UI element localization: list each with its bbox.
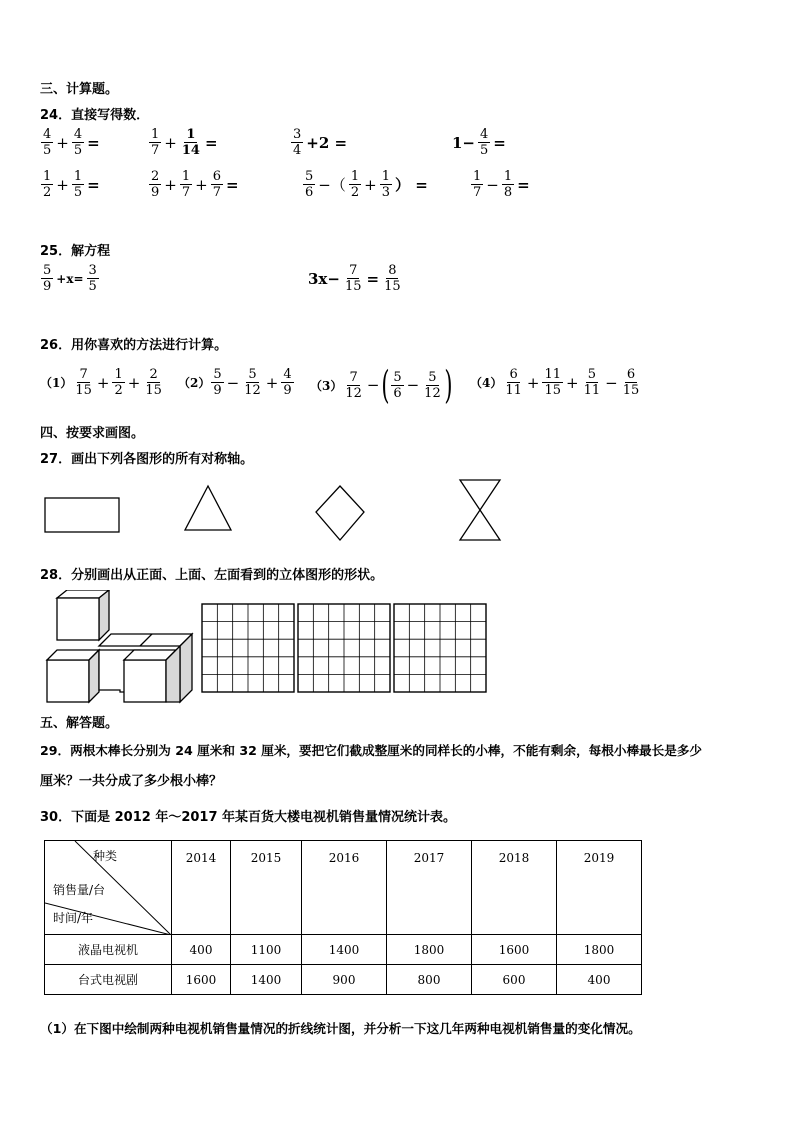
table-row — [45, 935, 642, 965]
table-cell: 1600 — [472, 935, 557, 965]
year-header: 2014 — [172, 841, 231, 935]
rectangle-shape — [45, 498, 119, 532]
table-cell: 800 — [387, 965, 472, 995]
q25-equation-1: $\frac{5}{9}$ +x= $\frac{3}{5}$ — [43, 263, 97, 294]
hourglass-shape — [460, 480, 500, 540]
question-25-title: 25．解方程 — [40, 244, 111, 259]
q24-expr-7: $\frac{5}{6}$ −（ $\frac{1}{2}$ + $\frac{1}{3}$ ） = — [305, 169, 428, 200]
table-row — [45, 965, 642, 995]
table-cell: 400 — [172, 935, 231, 965]
q26-problem-1: （1） $\frac{7}{15}$ + $\frac{1}{2}$ + $\frac{2}{15}$ — [40, 367, 162, 398]
table-cell: 600 — [472, 965, 557, 995]
row-label: 台式电视剧 — [45, 965, 172, 995]
section-title: 三、计算题。 — [40, 82, 119, 97]
year-header: 2017 — [387, 841, 472, 935]
question-26-title: 26．用你喜欢的方法进行计算。 — [40, 338, 228, 353]
year-header: 2019 — [557, 841, 642, 935]
q24-expr-4: 1− $\frac{4}{5}$ = — [452, 127, 506, 158]
q25-equation-2: 3x− $\frac{7}{15}$ = $\frac{8}{15}$ — [308, 263, 401, 294]
table-cell: 400 — [557, 965, 642, 995]
table-cell: 1400 — [231, 965, 302, 995]
table-cell: 1600 — [172, 965, 231, 995]
year-header: 2015 — [231, 841, 302, 935]
q24-expr-3: $\frac{3}{4}$ +2 = — [293, 127, 348, 158]
year-header: 2016 — [302, 841, 387, 935]
rhombus-shape — [316, 486, 364, 540]
q24-expr-5: $\frac{1}{2}$ + $\frac{1}{5}$ = — [43, 169, 100, 200]
triangle-shape — [185, 486, 231, 530]
q24-expr-6: $\frac{2}{9}$ + $\frac{1}{7}$ + $\frac{6}{7}$ = — [151, 169, 239, 200]
q24-expr-8: $\frac{1}{7}$ − $\frac{1}{8}$ = — [473, 169, 530, 200]
header-kind: 种类 — [93, 849, 118, 863]
q26-problem-2: （2） $\frac{5}{9}$ − $\frac{5}{12}$ + $\frac{4}{9}$ — [178, 367, 292, 398]
question-28-title: 28．分别画出从正面、上面、左面看到的立体图形的形状。 — [40, 568, 384, 583]
q24-expr-2: $\frac{1}{7}$ + $\frac{1}{14}$ = — [151, 127, 218, 158]
q26-problem-4: （4） $\frac{6}{11}$ + $\frac{11}{15}$ + $\frac{5}{11}$ − $\frac{6}{15}$ — [470, 367, 640, 398]
table-cell: 900 — [302, 965, 387, 995]
answer-grid — [394, 604, 486, 692]
q28-figures — [0, 590, 794, 710]
table-cell: 1800 — [387, 935, 472, 965]
q27-shapes — [0, 470, 794, 546]
sales-table — [44, 840, 642, 995]
q26-problem-3: （3） $\frac{7}{12}$ − ( $\frac{5}{6}$ − $\frac{5}{12}$ ) — [310, 363, 453, 407]
answer-grid — [298, 604, 390, 692]
question-30-title: 30．下面是 2012 年～2017 年某百货大楼电视机销售量情况统计表。 — [40, 810, 457, 825]
question-27-title: 27．画出下列各图形的所有对称轴。 — [40, 452, 254, 467]
question-29-line-2: 厘米？一共分成了多少根小棒？ — [40, 774, 223, 789]
answer-grid — [202, 604, 294, 692]
header-sales: 销售量/台 — [53, 883, 106, 897]
row-label: 液晶电视机 — [45, 935, 172, 965]
table-cell: 1400 — [302, 935, 387, 965]
table-header-diagonal-cell — [45, 841, 172, 935]
table-cell: 1100 — [231, 935, 302, 965]
year-header: 2018 — [472, 841, 557, 935]
q24-expr-1: $\frac{4}{5}$ + $\frac{4}{5}$ = — [43, 127, 100, 158]
section-title: 四、按要求画图。 — [40, 426, 145, 441]
question-24-title: 24．直接写得数． — [40, 108, 150, 123]
header-time: 时间/年 — [53, 911, 94, 925]
question-30-sub-1: （1）在下图中绘制两种电视机销售量情况的折线统计图，并分析一下这几年两种电视机销售量的变化情况。 — [40, 1021, 641, 1036]
question-29-line-1: 29．两根木棒长分别为 24 厘米和 32 厘米，要把它们截成整厘米的同样长的小棒，不能有剩余，每根小棒最长是多少 — [40, 743, 703, 758]
table-cell: 1800 — [557, 935, 642, 965]
section-title: 五、解答题。 — [40, 716, 119, 731]
cube-stack-figure — [47, 590, 192, 702]
